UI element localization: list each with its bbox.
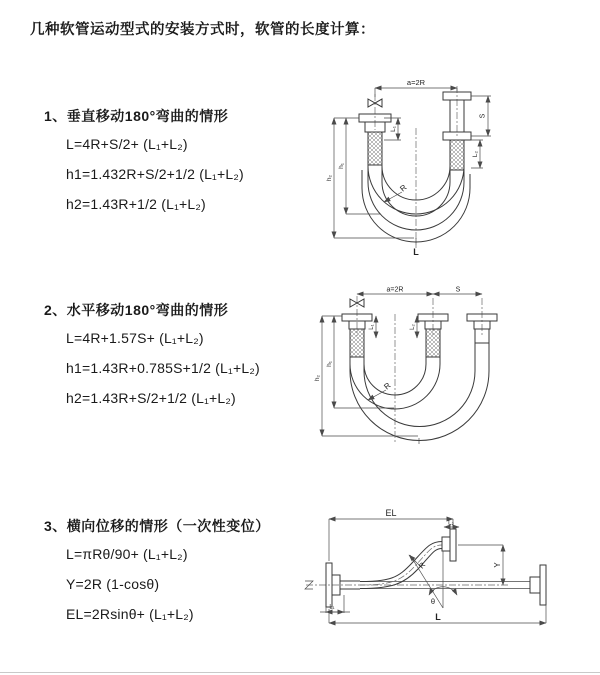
dim-label-h2: h₂	[326, 174, 333, 182]
dim-label-el: EL	[385, 508, 397, 518]
dimension-l2	[444, 521, 459, 528]
right-flange-displaced	[442, 529, 456, 561]
dimension-span	[375, 78, 457, 97]
dimension-l1	[320, 595, 350, 613]
section-3-formula-el: EL=2Rsinθ+ (L₁+L₂)	[66, 606, 194, 622]
dim-label-l2: L₂	[448, 520, 454, 527]
dimension-span	[357, 287, 433, 295]
dim-label-a2r: a=2R	[386, 286, 404, 294]
dim-label-l1: L₁	[329, 604, 335, 611]
dim-label-h1: h₁	[326, 361, 333, 367]
dim-label-l1: L₁	[369, 324, 375, 330]
right-flange-original	[530, 565, 546, 605]
hose-position-2	[350, 343, 489, 441]
diagram-horizontal-180-bend	[310, 286, 598, 450]
dimension-l1	[384, 118, 401, 140]
section-2-formula-l: L=4R+1.57S+ (L₁+L₂)	[66, 330, 204, 346]
dim-label-a2r: a=2R	[406, 78, 426, 87]
dim-label-l1: L₁	[390, 126, 397, 132]
dim-label-h2: h₂	[314, 374, 321, 382]
dim-label-l2: L₂	[410, 324, 416, 330]
dim-label-h1: h₁	[338, 163, 345, 169]
section-3-formula-l: L=πRθ/90+ (L₁+L₂)	[66, 546, 188, 562]
diagram-vertical-180-bend	[312, 70, 598, 260]
dim-label-l: L	[435, 612, 441, 622]
section-2-formula-h1: h1=1.43R+0.785S+1/2 (L₁+L₂)	[66, 360, 260, 376]
section-3-heading: 3、横向位移的情形（一次性变位）	[44, 518, 270, 534]
dimension-l2	[471, 140, 483, 168]
dimension-el	[329, 508, 453, 561]
section-2-heading: 2、水平移动180°弯曲的情形	[44, 302, 229, 318]
section-3-formula-y: Y=2R (1-cosθ)	[66, 576, 160, 592]
radius-callout	[368, 381, 393, 400]
section-1-heading: 1、垂直移动180°弯曲的情形	[44, 108, 229, 124]
dimension-l2	[410, 316, 417, 338]
section-1-formula-h2: h2=1.43R+1/2 (L₁+L₂)	[66, 196, 206, 212]
dim-label-r: R	[416, 560, 428, 571]
centerlines	[375, 86, 457, 248]
right-flange-fitting	[467, 314, 497, 343]
section-1-formula-l: L=4R+S/2+ (L₁+L₂)	[66, 136, 188, 152]
diagram-lateral-displacement	[298, 505, 598, 640]
dim-label-theta: θ	[430, 597, 436, 606]
dim-label-y: Y	[493, 562, 502, 568]
dimension-l-bottom	[413, 238, 419, 257]
dim-label-s: S	[455, 286, 461, 294]
dimension-s	[471, 96, 491, 136]
dim-label-l2: L₂	[472, 150, 479, 158]
section-2-formula-h2: h2=1.43R+S/2+1/2 (L₁+L₂)	[66, 390, 236, 406]
left-flange-fitting	[359, 114, 391, 165]
page-title: 几种软管运动型式的安装方式时，软管的长度计算：	[30, 22, 375, 38]
page-bottom-rule	[0, 672, 600, 673]
centerline	[305, 581, 508, 589]
dim-label-l: L	[413, 247, 419, 257]
left-flange-fitting	[342, 314, 372, 357]
section-1-formula-h1: h1=1.432R+S/2+1/2 (L₁+L₂)	[66, 166, 244, 182]
dim-label-s: S	[479, 113, 487, 119]
dimension-y	[458, 545, 503, 585]
dimension-s	[433, 287, 482, 295]
dimension-l	[329, 605, 546, 623]
dim-label-r: R	[398, 182, 409, 194]
dim-label-r: R	[382, 380, 393, 392]
